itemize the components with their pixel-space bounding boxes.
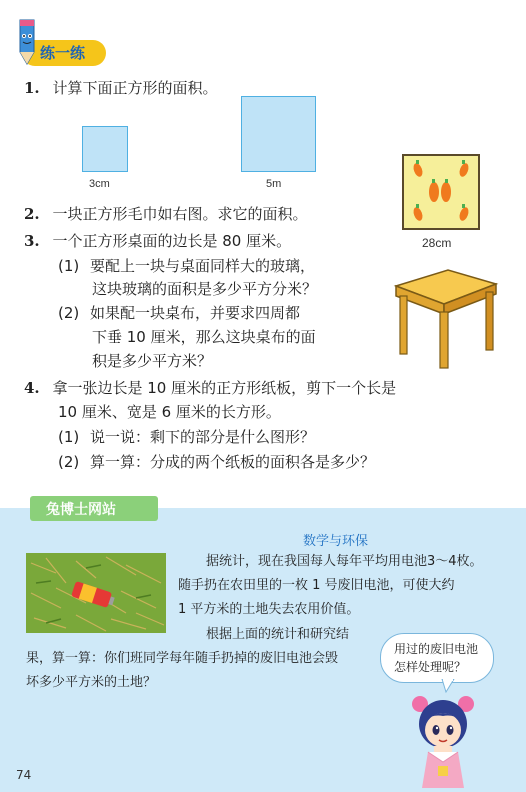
exercise-text: 计算下面正方形的面积。 (52, 79, 218, 97)
girl-character-icon (408, 688, 478, 790)
part-text: 算一算：分成的两个纸板的面积各是多少？ (90, 453, 376, 471)
paragraph-line: 据统计，现在我国每人每年平均用电池3～4枚。 (206, 554, 483, 569)
exercise-text: 拿一张边长是 10 厘米的正方形纸板，剪下一个长是 (52, 379, 397, 397)
part-text: 要配上一块与桌面同样大的玻璃， (90, 257, 316, 275)
bubble-line: 用过的废旧电池 (394, 642, 479, 656)
square-label: 3cm (89, 178, 110, 190)
part-label: (2) (58, 453, 80, 471)
paragraph-line: 坏多少平方米的土地？ (26, 675, 157, 690)
part-label: (1) (58, 428, 80, 446)
part-text: 如果配一块桌布，并要求四周都 (90, 304, 301, 322)
square-label: 5m (266, 178, 282, 190)
paragraph-line: 1 平方米的土地失去农用价值。 (178, 602, 360, 617)
towel-image (402, 154, 480, 230)
exercise-4-part-2 (58, 451, 375, 473)
exercise-4 (24, 377, 396, 399)
exercise-3-part-1 (58, 255, 315, 277)
battery-field-image (26, 553, 166, 633)
square-3cm (82, 126, 128, 172)
page-number: 74 (16, 768, 32, 782)
bubble-text (394, 640, 478, 676)
part-text: 说一说：剩下的部分是什么图形？ (90, 428, 316, 446)
towel-label: 28cm (422, 236, 452, 250)
exercise-number: 2. (24, 205, 40, 223)
pencil-icon (12, 14, 42, 70)
part-text-line: 积是多少平方米？ (92, 352, 213, 370)
bubble-line: 怎样处理呢？ (394, 660, 467, 674)
exercise-4-part-1 (58, 426, 315, 448)
exercise-1 (24, 77, 217, 99)
paragraph-line: 根据上面的统计和研究结 (206, 627, 350, 642)
part-label: (2) (58, 304, 80, 322)
section-title: 数学与环保 (303, 534, 369, 549)
header-title: 练一练 (40, 44, 86, 62)
exercise-3-part-2 (58, 302, 300, 324)
square-5m (241, 96, 316, 172)
part-label: (1) (58, 257, 80, 275)
paragraph-line: 果，算一算：你们班同学每年随手扔掉的废旧电池会毁 (26, 651, 339, 666)
website-tab-label: 兔博士网站 (46, 502, 116, 518)
part-text-line: 下垂 10 厘米，那么这块桌布的面 (92, 328, 316, 346)
exercise-text: 一个正方形桌面的边长是 80 厘米。 (52, 232, 292, 250)
exercise-3 (24, 230, 291, 252)
exercise-text-line: 10 厘米、宽是 6 厘米的长方形。 (58, 403, 281, 421)
exercise-number: 1. (24, 79, 40, 97)
part-text-line: 这块玻璃的面积是多少平方分米？ (92, 280, 318, 298)
exercise-number: 4. (24, 379, 40, 397)
table-image (388, 264, 500, 374)
exercise-number: 3. (24, 232, 40, 250)
exercise-2 (24, 203, 307, 225)
paragraph-line: 随手扔在农田里的一枚 1 号废旧电池，可使大约 (178, 578, 455, 593)
exercise-text: 一块正方形毛巾如右图。求它的面积。 (52, 205, 308, 223)
